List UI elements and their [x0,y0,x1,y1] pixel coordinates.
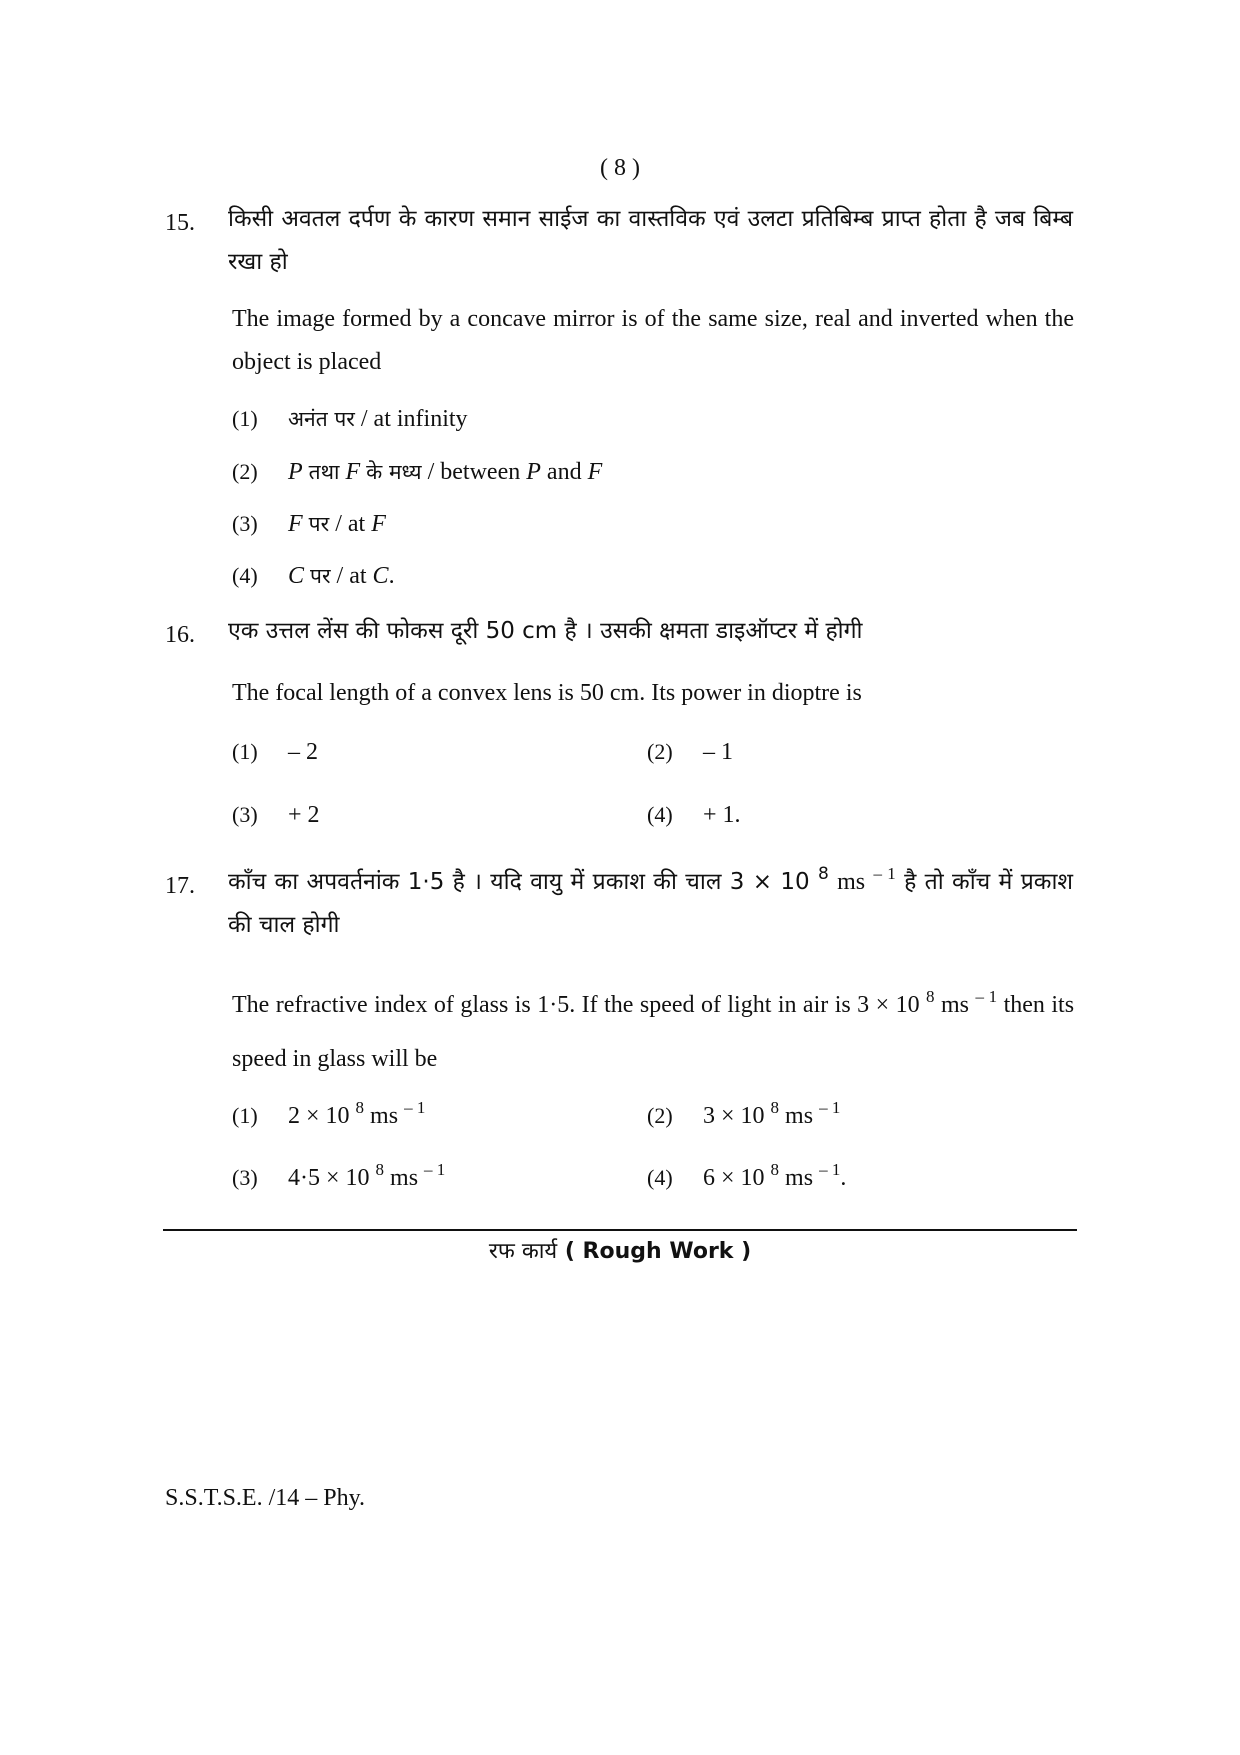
option-2 [647,1098,841,1130]
option-value: 2 × 10 [288,1103,350,1129]
question-number: 17. [165,873,195,899]
exponent: – 1 [819,1160,841,1179]
hindi-part: है तो काँच में प्रकाश की चाल होगी [228,869,1074,938]
option-text-english: between [440,459,521,485]
option-number: (3) [232,511,258,536]
option-text-english: . [388,563,395,589]
question-text-hindi: एक उत्तल लेंस की फोकस दूरी 50 cm है । उसकी क्षमता डाइऑप्टर में होगी [228,618,863,644]
variable-p: P [288,459,303,485]
option-value: 3 × 10 [703,1103,765,1129]
option-number: (1) [232,1103,258,1128]
exponent: – 1 [873,864,896,883]
question-text-hindi: किसी अवतल दर्पण के कारण समान साईज का वास्तविक एवं उलटा प्रतिबिम्ब प्राप्त होता है जब बिम्ब रखा हो [228,206,1073,275]
variable-f: F [288,511,303,537]
exponent: – 1 [404,1098,426,1117]
option-number: (1) [232,739,258,764]
option-text-hindi: पर [308,512,330,536]
option-1: (1) अनंत पर / at infinity [232,406,468,432]
exponent: – 1 [424,1160,446,1179]
rough-work-divider [163,1229,1077,1231]
option-2: (2) P तथा F के मध्य / between P and F [232,459,603,485]
exponent: – 1 [819,1098,841,1117]
option-1 [232,739,318,766]
question-number: 16. [165,622,195,648]
option-number: (2) [647,739,673,764]
option-text-english: at infinity [373,406,468,432]
question-text-english [232,978,1074,1086]
unit: ms [940,992,969,1018]
rough-work-heading [0,1235,1240,1265]
exponent: 8 [375,1160,385,1179]
exponent: 8 [770,1098,780,1117]
option-end: . [840,1165,847,1191]
option-number: (2) [647,1103,673,1128]
option-4 [647,802,741,829]
option-text-english: and [546,459,582,485]
variable-p: P [526,459,541,485]
option-3: (3) F पर / at F [232,511,386,537]
exponent: 8 [355,1098,365,1117]
option-text: + 1. [703,802,741,828]
question-text-english: The image formed by a concave mirror is of the same size, real and inverted when the object is placed [232,306,1074,375]
option-number: (3) [232,802,258,827]
option-value: 4·5 × 10 [288,1165,370,1191]
option-number: (4) [647,802,673,827]
hindi-part: काँच का अपवर्तनांक 1·5 है । यदि वायु में प्रकाश की चाल 3 × 10 [228,869,810,895]
option-text-hindi: पर [310,564,331,588]
variable-f: F [345,459,361,485]
variable-f: F [587,459,603,485]
option-text-hindi: तथा [308,460,340,484]
english-part: The refractive index of glass is 1·5. If the speed of light in air is 3 × 10 [232,992,920,1018]
unit: ms [370,1103,399,1129]
unit: ms [837,869,866,895]
variable-c: C [288,563,305,589]
option-number: (1) [232,406,258,431]
footer-paper-code: S.S.T.S.E. /14 – Phy. [165,1485,366,1511]
rough-work-english: ( Rough Work ) [564,1239,752,1264]
variable-f: F [371,511,386,537]
option-text-hindi: के मध्य [366,460,422,484]
option-1 [232,1098,426,1130]
page-number: ( 8 ) [600,155,640,181]
question-number: 15. [165,210,195,236]
option-number: (4) [647,1165,673,1190]
option-text: + 2 [288,802,320,828]
option-text-hindi: अनंत पर [288,407,355,431]
exponent: 8 [770,1160,780,1179]
rough-work-hindi: रफ कार्य [488,1239,558,1264]
unit: ms [390,1165,419,1191]
unit: ms [785,1165,814,1191]
exponent: 8 [817,864,829,884]
option-3 [232,1160,446,1192]
option-4 [647,1160,847,1192]
question-text-hindi [228,861,1073,947]
exponent: 8 [926,987,935,1006]
option-3 [232,802,320,829]
option-text-english: at [347,511,366,537]
option-number: (2) [232,459,258,484]
option-text: – 2 [288,739,318,765]
option-number: (4) [232,563,258,588]
unit: ms [785,1103,814,1129]
option-value: 6 × 10 [703,1165,765,1191]
option-number: (3) [232,1165,258,1190]
option-text-english: at [349,563,367,589]
question-text-english: The focal length of a convex lens is 50 cm. Its power in dioptre is [232,680,862,706]
option-text: – 1 [703,739,733,765]
option-4: (4) C पर / at C. [232,563,395,589]
option-2 [647,739,733,766]
exponent: – 1 [975,987,998,1006]
english-part: then its speed in glass will be [232,992,1075,1072]
variable-c: C [372,563,389,589]
